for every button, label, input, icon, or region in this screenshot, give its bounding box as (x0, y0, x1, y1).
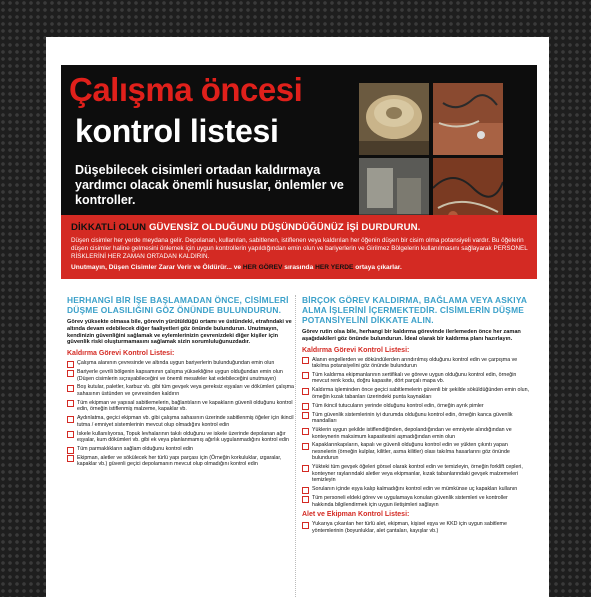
checkbox[interactable] (302, 496, 309, 503)
checkbox[interactable] (67, 431, 74, 438)
checklist-item-text: Çalışma alanının çevresinde ve altında uygun bariyerlerin bulunduğundan emin olun (77, 360, 275, 367)
warning-foot-everywhere: HER YERDE (315, 264, 354, 271)
checklist-item-text: Tüm personeli eldeki görev ve uygulamaya konulan güvenlik sistemleri ve kontroller hakkında bilgilendirmek için uygun iletişimleri sağlayın (312, 495, 508, 508)
checklist-item-text: Tüm ekipman ve yapısal sabitlemelerin, bağlantıların ve kapakların güvenli olduğunu kontrol edin, örneğin istiflenmiş malzeme, kapaklar vb. (77, 399, 293, 413)
warning-careful: DİKKATLİ OLUN (71, 222, 147, 233)
checklist-item (302, 372, 530, 385)
right-list-title: Kaldırma Görevi Kontrol Listesi: (302, 346, 410, 354)
warning-foot-a: Unutmayın, Düşen Cisimler Zarar Verir ve Öldürür... ve (71, 264, 243, 271)
checkbox[interactable] (302, 372, 309, 379)
hero-subtitle: Düşebilecek cisimleri ortadan kaldırmaya yardımcı olacak önemli hususlar, önlemler ve kontroller. (75, 163, 344, 207)
checklist-item (67, 431, 295, 444)
checklist-item (302, 442, 530, 462)
right-checklist (302, 357, 530, 509)
checklist-item (67, 360, 295, 367)
checklist-item (67, 455, 295, 468)
checklist-item-text: Yükteki tüm gevşek öğeleri görsel olarak kontrol edin ve temizleyin, örneğin forklift cepleri, konteyner raylarındaki aletler veya ekipmanlar, kızak tabanlarındaki gevşek malzemeleri temizleyin (312, 464, 523, 484)
title-line-2: kontrol listesi (75, 113, 279, 149)
warning-foot-c: sırasında (282, 264, 316, 271)
checklist-item-text: Bariyerle çevrili bölgenin kapsamının çalışma yüksekliğine uygun olduğundan emin olun (Düşen cisimlerin sıçrayabileceğini ve önemli mesafeler kat edebileceğini unutmayın) (77, 369, 283, 382)
right-heading: BİRÇOK GÖREV KALDIRMA, BAĞLAMA VEYA ASKIYA ALMA İŞLERİNİ İÇERMEKTEDİR. CİSİMLERİN DÜŞME POTANSİYELİNİ DİKKATE ALIN. (302, 295, 527, 325)
warning-foot-every-task: HER GÖREV (242, 264, 283, 271)
checklist-item (67, 446, 295, 453)
warning-body: Düşen cisimler her yerde meydana gelir. Depolanan, kullanılan, sabitlenen, istiflenen veya kaldırılan her öğenin düşen bir cisim olma potansiyeli vardır. Bu öğelerin düşen cisimler haline gelmesini önlemek için uygun kontrollerin yapıldığından emin olun ve bariyerlerin ve Girilmez Bölgelerin kullanılmasını sağlayarak PERSONEL RİSKLERİNİ HER ZAMAN ORTADAN KALDIRIN. (71, 237, 528, 260)
checklist-item (302, 427, 530, 440)
checklist-item (67, 369, 295, 382)
right-column (302, 295, 530, 537)
checklist-item-text: Yüklerin uygun şekilde istiflendiğinden, depolandığından ve emniyete alındığından ve konteynerin maksimum kapasitesini aşmadığından emin olun (312, 427, 512, 440)
checklist-item-text: Kapaklarınkapıların, kapalı ve güvenli olduğunu kontrol edin ve yükten çıkıntı yapan nesnelerin (örneğin kulplar, kilitler, asma kilitler) olası takılma hasarlarını göz önünde bulundurun (312, 442, 510, 462)
warning-foot-e: ortaya çıkarlar. (353, 264, 402, 271)
checklist-item (302, 464, 530, 484)
checklist-item-text: Tüm kaldırma ekipmanlarının sertifikalı ve göreve uygun olduğunu kontrol edin, örneğin mevcut renk kodu, doğru kapasite, dört parçalı mapa vb. (312, 371, 517, 385)
warning-bar (61, 215, 537, 279)
column-divider (295, 295, 296, 597)
left-intro: Görev yüksekte olmasa bile, görevin yürütüldüğü ortamı ve üstündeki, etrafındaki ve altında devam edebilecek diğer faaliyetleri göz önünde bulundurun. Unutmayın, kendinizin güvenliğini sağlamak ve eylemlerinizin çevrenizdeki diğer kişiler için güvenlik riski oluşturmamasını sağlamak sizin sorumluluğunuzdadır. (67, 319, 292, 346)
checklist-item (302, 357, 530, 370)
checklist-item (67, 415, 295, 428)
checklist-item (302, 495, 530, 508)
photo-debris-floor (433, 83, 503, 155)
left-heading: HERHANGİ BİR İŞE BAŞLAMADAN ÖNCE, CİSİMLERİ DÜŞME OLASILIĞINI GÖZ ÖNÜNDE BULUNDURUN. (67, 295, 289, 315)
checklist-item-text: Ekipman, aletler ve sökülecek her türlü yapı parçası için (Örneğin korkuluklar, ızgaralar, kapaklar vb.) güvenli geçici depolamanın mevcut olup olmadığını kontrol edin (77, 454, 282, 468)
checkbox[interactable] (302, 388, 309, 395)
checklist-item (302, 486, 530, 493)
right-list2-title: Alet ve Ekipman Kontrol Listesi: (302, 511, 410, 519)
checkbox[interactable] (302, 428, 309, 435)
left-list-title: Kaldırma Görevi Kontrol Listesi: (67, 350, 175, 358)
checklist-item-text: Kaldırma işleminden önce geçici sabitlemelerin güvenli bir şekilde söküldüğünden emin olun, örneğin kızak tabanları üzerindeki punta kaynakları (312, 387, 529, 400)
checkbox[interactable] (67, 400, 74, 407)
checkbox[interactable] (302, 487, 309, 494)
checklist-item-text: Aydınlatma, geçici ekipman vb. gibi çalışma sahasının üzerinde sabitlenmiş öğeler için ikincil tutma / emniyet sistemlerinin mevcut olup olmadığını kontrol edin (77, 415, 294, 428)
checkbox[interactable] (67, 416, 74, 423)
checklist-item-text: Sorulanın içinde eşya kalıp kalmadığını kontrol edin ve mümkünse uç kapakları kullanın (312, 486, 518, 493)
checklist-item-text: Tüm güvenlik sistemlerinin iyi durumda olduğunu kontrol edin, örneğin kanca güvenlik mandalları (312, 411, 513, 425)
checklist-item-text: Tüm ikincil tutucuların yerinde olduğunu kontrol edin, örneğin ayrık pimler (312, 402, 484, 409)
right-checklist-2 (302, 521, 530, 534)
checklist-item-text: İskele kullanılıyorsa, Topuk levhalarının takılı olduğunu ve iskele üzerinde depolanan ağır eşyalar, kum dökümleri vb. gibi ek veya planlanmamış ağırlık uygulanmadığını kontrol edin (77, 430, 289, 444)
checkbox[interactable] (67, 361, 74, 368)
checkbox[interactable] (302, 357, 309, 364)
left-checklist (67, 360, 295, 468)
checklist-item (67, 400, 295, 413)
checkbox[interactable] (302, 443, 309, 450)
document-page (46, 37, 549, 597)
checkbox[interactable] (302, 465, 309, 472)
checkbox[interactable] (67, 447, 74, 454)
checklist-item-text: Tüm parmaklıkların sağlam olduğunu kontrol edin (77, 446, 194, 453)
checklist-item-text: Alanın engellerden ve dökündülerden arındırılmış olduğunu kontrol edin ve çarpışma ve takılma potansiyelini göz önünde bulundurun (312, 356, 518, 370)
warning-headline (71, 222, 420, 233)
checkbox[interactable] (302, 403, 309, 410)
checklist-item (302, 387, 530, 400)
checklist-item-text: Yukarıya çıkarılan her türlü alet, ekipman, kişisel eşya ve KKD için uygun sabitleme yöntemlerinin (boyunluklar, alet çantaları, kayışlar vb.) (312, 521, 507, 534)
checkbox[interactable] (67, 385, 74, 392)
checklist-item (302, 521, 530, 534)
left-column (67, 295, 295, 470)
checklist-item (302, 403, 530, 410)
title-line-1: Çalışma öncesi (69, 71, 303, 108)
photo-valve-cap (359, 83, 429, 155)
checklist-item-text: Boş kutular, paletler, karbuz vb. gibi tüm gevşek veya gereksiz eşyaları ve dökümleri çalışma sahasının üstünden ve çevresinden kaldırın (77, 384, 294, 397)
warning-stop: GÜVENSİZ OLDUĞUNU DÜŞÜNDÜĞÜNÜZ İŞİ DURDURUN. (146, 222, 421, 233)
checkbox[interactable] (302, 412, 309, 419)
checklist-item (302, 412, 530, 425)
right-intro: Görev rutin olsa bile, herhangi bir kaldırma görevinde ilerlemeden önce her zaman aşağıdakileri göz önünde bulundurun. İdeal olarak bir kaldırma planı hazırlayın. (302, 329, 521, 342)
checkbox[interactable] (67, 370, 74, 377)
checklist-item (67, 384, 295, 397)
checkbox[interactable] (67, 455, 74, 462)
checkbox[interactable] (302, 522, 309, 529)
warning-footer (71, 264, 402, 271)
